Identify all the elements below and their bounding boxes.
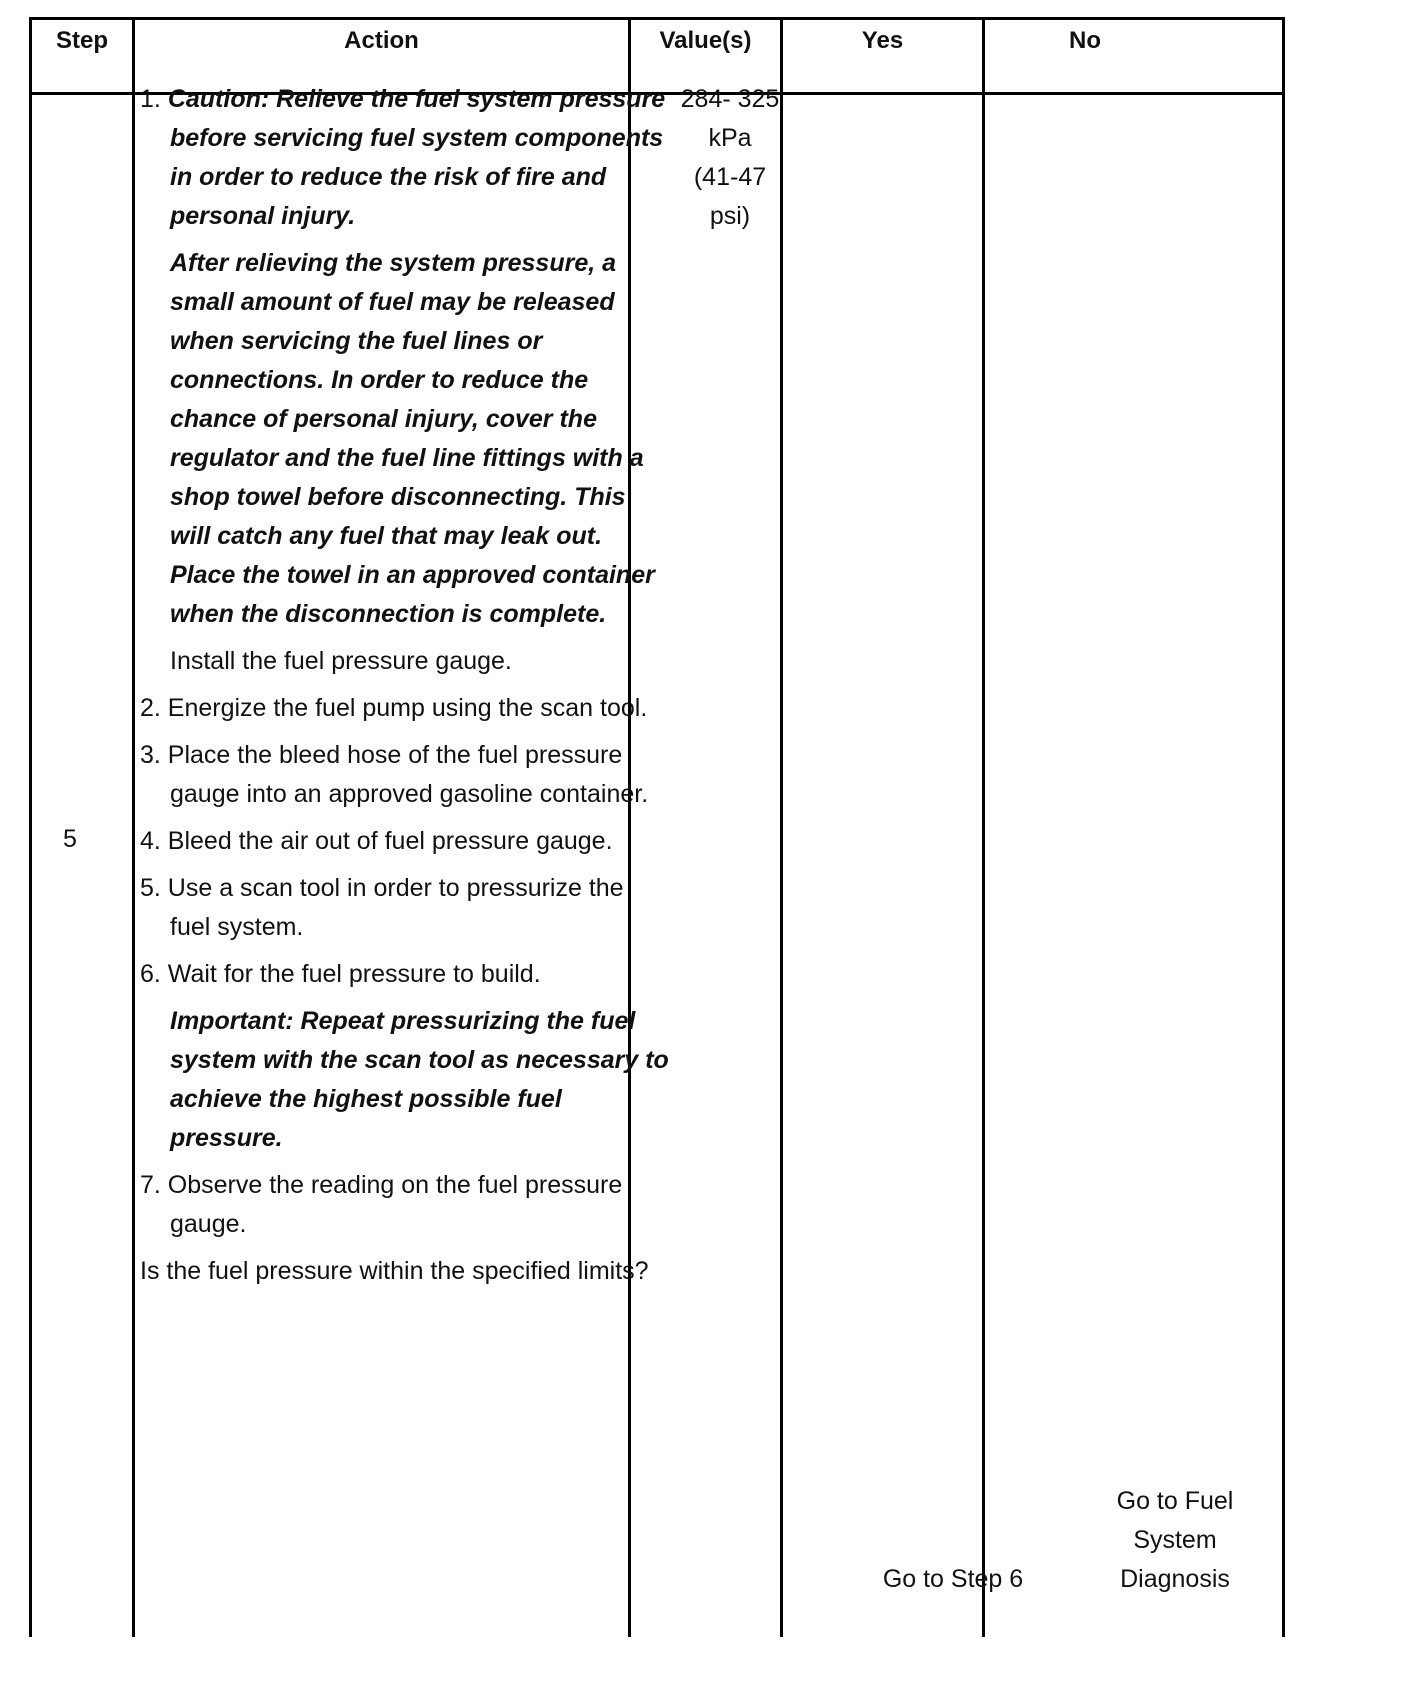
column-divider-yes xyxy=(982,20,985,1637)
header-no: No xyxy=(1069,27,1101,54)
action-item-1-text: Install the fuel pressure gauge. xyxy=(170,647,512,675)
action-item-3: 3. Place the bleed hose of the fuel pressure gauge into an approved gasoline container. xyxy=(140,741,649,808)
value-line-3: (41-47 xyxy=(693,163,767,191)
action-item-4: 4. Bleed the air out of fuel pressure gauge. xyxy=(140,827,613,855)
step-number: 5 xyxy=(63,825,77,853)
action-item-2: 2. Energize the fuel pump using the scan tool. xyxy=(140,694,648,722)
column-divider-values xyxy=(780,20,783,1637)
value-line-4: psi) xyxy=(709,202,751,230)
caution-continuation: After relieving the system pressure, a small amount of fuel may be released when servicing the fuel lines or connections. In order to reduce the chance of personal injury, cover the regulator and the fuel line fittings with a shop towel before disconnecting. This will catch any fuel that may leak out. Place the towel in an approved container when the disconnection is complete. xyxy=(170,249,655,628)
header-yes: Yes xyxy=(861,27,904,54)
header-action: Action xyxy=(344,27,419,54)
yes-cell: Go to Step 6 xyxy=(882,1565,1024,1593)
action-question: Is the fuel pressure within the specified limits? xyxy=(140,1257,649,1285)
item-number: 1. xyxy=(140,85,161,113)
no-cell xyxy=(1065,1482,1285,1599)
action-item-5: 5. Use a scan tool in order to pressurize the fuel system. xyxy=(140,874,624,941)
action-item-1 xyxy=(130,80,670,236)
action-item-7: 7. Observe the reading on the fuel pressure gauge. xyxy=(140,1171,623,1238)
no-line-3: Diagnosis xyxy=(1120,1565,1230,1593)
action-cell xyxy=(130,80,670,1291)
no-line-2: System xyxy=(1133,1526,1217,1554)
important-note: Important: Repeat pressurizing the fuel system with the scan tool as necessary to achieve the highest possible fuel pressure. xyxy=(170,1007,669,1152)
caution-text: Caution: Relieve the fuel system pressure before servicing fuel system components in order to reduce the risk of fire and personal injury. xyxy=(167,85,666,230)
value-line-2: kPa xyxy=(708,124,752,152)
no-line-1: Go to Fuel xyxy=(1116,1487,1234,1515)
values-cell xyxy=(650,80,810,236)
header-values: Value(s) xyxy=(659,27,752,54)
action-item-6: 6. Wait for the fuel pressure to build. xyxy=(140,960,541,988)
header-step: Step xyxy=(55,27,108,54)
value-line-1: 284- 325 xyxy=(680,85,780,113)
